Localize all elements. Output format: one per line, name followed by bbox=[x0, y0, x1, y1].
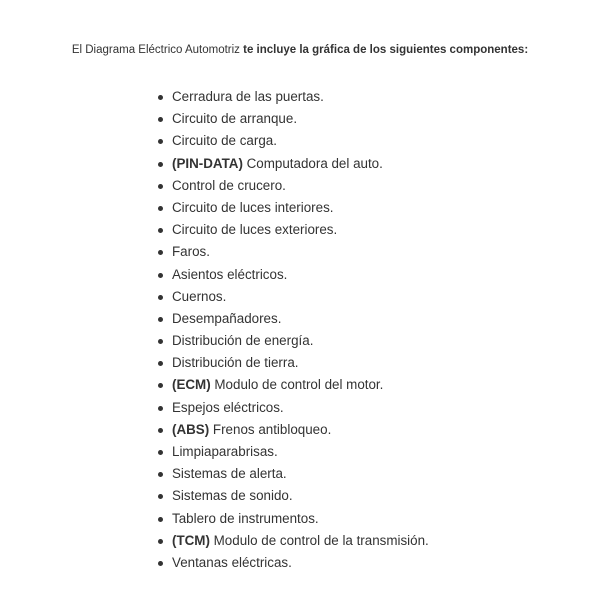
list-item bbox=[150, 130, 429, 152]
bullet-icon bbox=[158, 206, 163, 211]
bullet-icon bbox=[158, 95, 163, 100]
list-item bbox=[150, 86, 429, 108]
bullet-icon bbox=[158, 139, 163, 144]
list-item bbox=[150, 352, 429, 374]
list-item bbox=[150, 508, 429, 530]
item-text: Cuernos. bbox=[172, 288, 227, 304]
item-abbreviation: (TCM) bbox=[172, 532, 210, 548]
list-item bbox=[150, 463, 429, 485]
list-item bbox=[150, 485, 429, 507]
item-text: Espejos eléctricos. bbox=[172, 399, 284, 415]
list-item bbox=[150, 197, 429, 219]
item-text: Computadora del auto. bbox=[242, 155, 383, 171]
bullet-icon bbox=[158, 517, 163, 522]
item-text: Modulo de control del motor. bbox=[210, 377, 384, 393]
bullet-icon bbox=[158, 295, 163, 300]
item-text: Modulo de control de la transmisión. bbox=[209, 532, 429, 548]
list-item bbox=[150, 552, 429, 574]
bullet-icon bbox=[158, 250, 163, 255]
list-item bbox=[150, 153, 429, 175]
list-item bbox=[150, 219, 429, 241]
bullet-icon bbox=[158, 117, 163, 122]
item-text: Frenos antibloqueo. bbox=[209, 421, 332, 437]
bullet-icon bbox=[158, 539, 163, 544]
bullet-icon bbox=[158, 428, 163, 433]
list-item bbox=[150, 530, 429, 552]
bullet-icon bbox=[158, 228, 163, 233]
bullet-icon bbox=[158, 184, 163, 189]
item-text: Circuito de luces exteriores. bbox=[172, 222, 338, 238]
bullet-icon bbox=[158, 450, 163, 455]
intro-bold-text: te incluye la gráfica de los siguientes componentes: bbox=[243, 44, 529, 56]
item-abbreviation: (ABS) bbox=[172, 421, 210, 437]
intro-paragraph bbox=[0, 42, 600, 58]
item-text: Circuito de arranque. bbox=[172, 111, 298, 127]
bullet-icon bbox=[158, 317, 163, 322]
list-item bbox=[150, 419, 429, 441]
bullet-icon bbox=[158, 361, 163, 366]
list-item bbox=[150, 397, 429, 419]
bullet-icon bbox=[158, 472, 163, 477]
list-item bbox=[150, 241, 429, 263]
intro-plain-text: El Diagrama Eléctrico Automotriz bbox=[71, 44, 244, 56]
bullet-icon bbox=[158, 406, 163, 411]
item-text: Control de crucero. bbox=[172, 177, 286, 193]
list-item bbox=[150, 264, 429, 286]
item-text: Cerradura de las puertas. bbox=[172, 89, 324, 104]
bullet-icon bbox=[158, 561, 163, 566]
bullet-icon bbox=[158, 383, 163, 388]
bullet-icon bbox=[158, 339, 163, 344]
bullet-icon bbox=[158, 494, 163, 499]
list-item bbox=[150, 308, 429, 330]
item-text: Limpiaparabrisas. bbox=[172, 444, 278, 459]
list-item bbox=[150, 441, 429, 463]
components-list bbox=[150, 86, 429, 574]
item-text: Faros. bbox=[172, 244, 210, 260]
list-item bbox=[150, 374, 429, 396]
item-text: Asientos eléctricos. bbox=[172, 266, 288, 282]
bullet-icon bbox=[158, 162, 163, 167]
item-text: Distribución de energía. bbox=[172, 333, 314, 349]
list-item bbox=[150, 286, 429, 308]
list-item bbox=[150, 108, 429, 130]
item-abbreviation: (ECM) bbox=[172, 377, 211, 393]
item-text: Desempañadores. bbox=[172, 310, 282, 326]
list-item bbox=[150, 330, 429, 352]
bullet-icon bbox=[158, 273, 163, 278]
item-text: Tablero de instrumentos. bbox=[172, 510, 319, 526]
item-text: Distribución de tierra. bbox=[172, 355, 299, 371]
item-text: Circuito de luces interiores. bbox=[172, 199, 334, 215]
item-abbreviation: (PIN-DATA) bbox=[172, 155, 243, 171]
item-text: Circuito de carga. bbox=[172, 133, 277, 149]
item-text: Ventanas eléctricas. bbox=[172, 554, 292, 570]
item-text: Sistemas de sonido. bbox=[172, 488, 293, 504]
list-item bbox=[150, 175, 429, 197]
item-text: Sistemas de alerta. bbox=[172, 466, 287, 482]
